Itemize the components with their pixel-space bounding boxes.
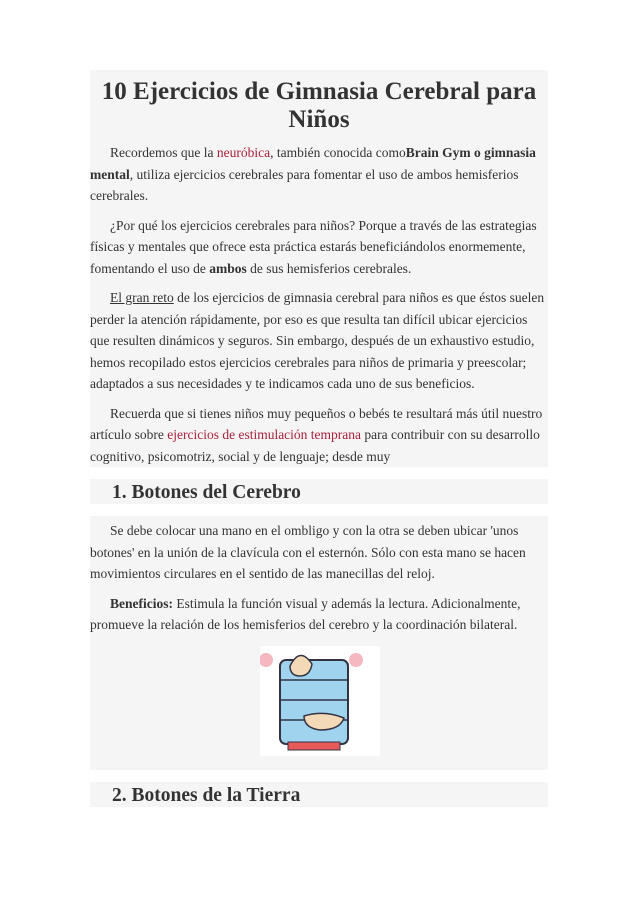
section-1-body <box>90 516 548 770</box>
intro-paragraph-1: Recordemos que la neuróbica, también conocida comoBrain Gym o gimnasia mental, utiliza ejercicios cerebrales para fomentar el uso de ambos hemisferios cerebrales. <box>90 145 536 203</box>
article <box>90 70 548 807</box>
section-1-benefits: Beneficios: Estimula la función visual y además la lectura. Adicionalmente, promueve la relación de los hemisferios del cerebro y la coordinación bilateral. <box>90 595 521 632</box>
intro-block <box>90 70 548 467</box>
child-illustration <box>260 646 380 756</box>
page-title: 10 Ejercicios de Gimnasia Cerebral para Niños <box>101 78 537 133</box>
section-1-paragraph: Se debe colocar una mano en el ombligo y con la otra se deben ubicar 'unos botones' en la unión de la clavícula con el esternón. Sólo con esta mano se hacen movimientos circulares en el sentido de las manecillas del reloj. <box>90 523 526 581</box>
section-1-title: 1. Botones del Cerebro <box>112 482 301 503</box>
section-2-heading-band <box>90 782 548 807</box>
section-1-heading-band <box>90 479 548 504</box>
estimulacion-temprana-link[interactable]: ejercicios de estimulación temprana <box>167 427 362 442</box>
intro-paragraph-2: ¿Por qué los ejercicios cerebrales para niños? Porque a través de las estrategias físicas y mentales que ofrece esta práctica estarás beneficiándolos enormemente, fomentando el uso de ambos de sus hemisferios cerebrales. <box>90 217 537 276</box>
intro-paragraph-4: Recuerda que si tienes niños muy pequeños o bebés te resultará más útil nuestro artículo sobre ejercicios de estimulación temprana para contribuir con su desarrollo cognitivo, psicomotriz, social y de lenguaje; desde muy <box>90 405 543 464</box>
gran-reto-link[interactable]: El gran reto <box>110 290 174 305</box>
intro-paragraph-3: El gran reto de los ejercicios de gimnasia cerebral para niños es que éstos suelen perder la atención rápidamente, por eso es que resulta tan difícil ubicar ejercicios que resulten dinámicos y seguros. Sin embargo, después de un exhaustivo estudio, hemos recopilado estos ejercicios cerebrales para niños de primaria y preescolar; adaptados a sus necesidades y te indicamos cada uno de sus beneficios. <box>90 290 545 391</box>
section-2-title: 2. Botones de la Tierra <box>112 784 301 806</box>
neurobica-link[interactable]: neuróbica <box>216 145 271 160</box>
